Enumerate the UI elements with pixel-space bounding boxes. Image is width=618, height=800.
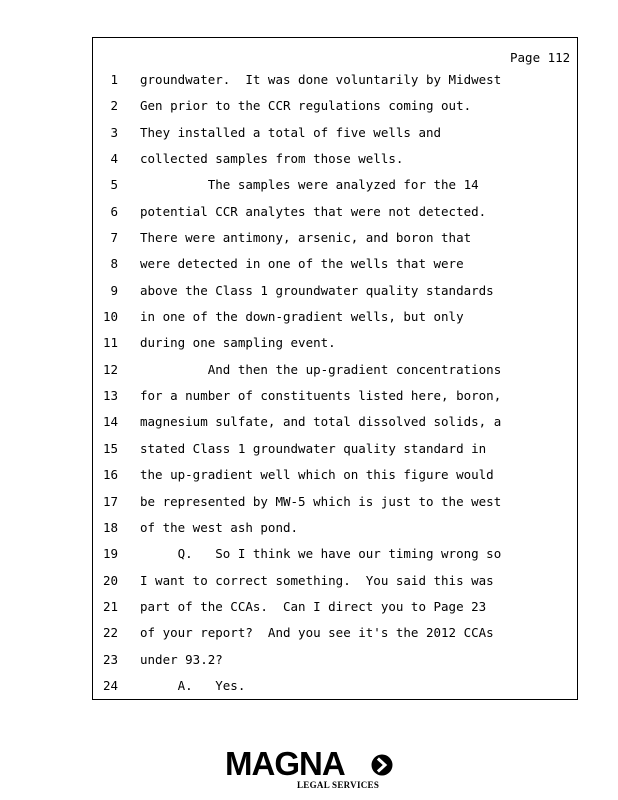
transcript-line — [0, 71, 618, 97]
transcript-line — [0, 413, 618, 439]
line-text: were detected in one of the wells that were — [140, 256, 464, 272]
transcript-line — [0, 624, 618, 650]
line-number: 7 — [110, 230, 118, 246]
line-number: 10 — [102, 309, 118, 325]
transcript-line — [0, 598, 618, 624]
line-number: 4 — [110, 151, 118, 167]
line-number: 16 — [102, 467, 118, 483]
line-text: stated Class 1 groundwater quality standard in — [140, 440, 487, 456]
transcript-line — [0, 519, 618, 545]
chevron-right-circle-icon — [371, 754, 393, 776]
line-number: 9 — [110, 282, 118, 298]
line-number: 17 — [102, 493, 118, 509]
line-number: 20 — [102, 572, 118, 588]
line-number: 22 — [102, 625, 118, 641]
line-number: 5 — [110, 177, 118, 193]
line-text: be represented by MW-5 which is just to the west — [140, 493, 502, 509]
line-text: collected samples from those wells. — [140, 151, 404, 167]
line-text: There were antimony, arsenic, and boron that — [140, 230, 472, 246]
line-text: of the west ash pond. — [140, 519, 299, 535]
line-number: 1 — [110, 72, 118, 87]
transcript-line — [0, 361, 618, 387]
line-number: 2 — [110, 98, 118, 114]
transcript-line — [0, 677, 618, 703]
transcript-line — [0, 203, 618, 229]
transcript-line — [0, 308, 618, 334]
line-text: part of the CCAs. Can I direct you to Page 23 — [140, 598, 487, 614]
line-text: magnesium sulfate, and total dissolved solids, a — [140, 414, 502, 430]
line-number: 8 — [110, 256, 118, 272]
transcript-line — [0, 466, 618, 492]
transcript-line — [0, 493, 618, 519]
line-text: Gen prior to the CCR regulations coming out. — [140, 98, 472, 114]
line-number: 14 — [102, 414, 118, 430]
transcript-line — [0, 387, 618, 413]
line-text: Q. So I think we have our timing wrong so — [140, 546, 502, 562]
transcript-line — [0, 229, 618, 255]
line-text: A. Yes. — [140, 677, 246, 693]
line-text: I want to correct something. You said this was — [140, 572, 494, 588]
line-number: 19 — [102, 546, 118, 562]
transcript-line — [0, 124, 618, 150]
line-number: 23 — [102, 651, 118, 667]
line-number: 6 — [110, 203, 118, 219]
line-text: under 93.2? — [140, 651, 223, 667]
line-text: for a number of constituents listed here, boron, — [140, 388, 502, 404]
line-text: potential CCR analytes that were not detected. — [140, 203, 487, 219]
transcript-line — [0, 97, 618, 123]
transcript-line — [0, 572, 618, 598]
line-text: And then the up-gradient concentrations — [140, 361, 502, 377]
magna-logo — [225, 746, 400, 794]
line-text: above the Class 1 groundwater quality standards — [140, 282, 494, 298]
page-number: Page 112 — [510, 50, 571, 65]
line-number: 15 — [102, 440, 118, 456]
line-number: 24 — [102, 677, 118, 693]
line-text: The samples were analyzed for the 14 — [140, 177, 479, 193]
transcript-line — [0, 282, 618, 308]
transcript-line — [0, 651, 618, 677]
line-number: 11 — [102, 335, 118, 351]
line-text: of your report? And you see it's the 2012 CCAs — [140, 625, 494, 641]
transcript-line — [0, 334, 618, 360]
line-text: They installed a total of five wells and — [140, 124, 442, 140]
line-number: 21 — [102, 598, 118, 614]
transcript-line — [0, 176, 618, 202]
logo-wordmark: MAGNA — [225, 745, 345, 782]
line-text: during one sampling event. — [140, 335, 336, 351]
logo-subtitle: LEGAL SERVICES — [297, 780, 380, 790]
transcript-line — [0, 150, 618, 176]
line-number: 18 — [102, 519, 118, 535]
line-text: in one of the down-gradient wells, but only — [140, 309, 464, 325]
line-number: 13 — [102, 388, 118, 404]
line-number: 12 — [102, 361, 118, 377]
transcript-line — [0, 545, 618, 571]
line-text: the up-gradient well which on this figure would — [140, 467, 494, 483]
transcript-line — [0, 440, 618, 466]
transcript-lines — [0, 71, 618, 703]
transcript-line — [0, 255, 618, 281]
line-text: groundwater. It was done voluntarily by Midwest — [140, 72, 502, 87]
line-number: 3 — [110, 124, 118, 140]
